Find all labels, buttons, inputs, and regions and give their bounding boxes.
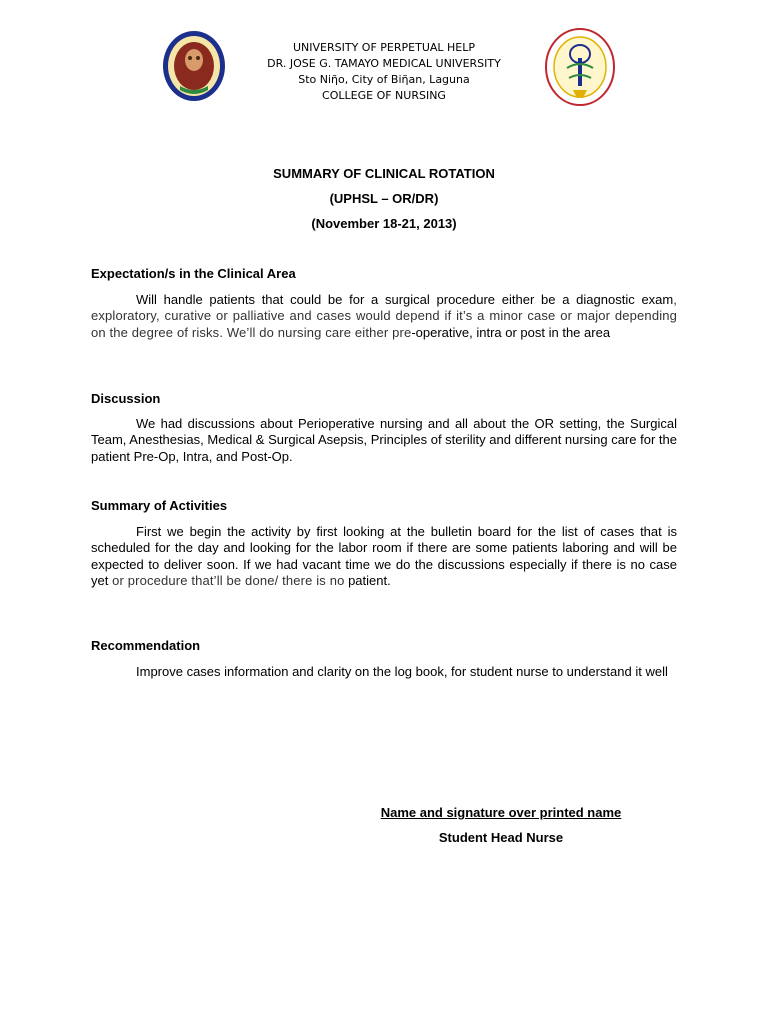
discussion-paragraph	[91, 416, 677, 465]
activities-text-b: or procedure that’ll be done/ there is no	[108, 572, 345, 588]
document-title-block	[90, 166, 678, 241]
recommendation-paragraph	[91, 664, 677, 680]
letterhead-college: COLLEGE OF NURSING	[322, 89, 446, 102]
letterhead-medical-university: DR. JOSE G. TAMAYO MEDICAL UNIVERSITY	[267, 57, 501, 70]
letterhead	[240, 40, 528, 104]
discussion-heading: Discussion	[91, 391, 161, 406]
activities-text-c: patient.	[344, 572, 391, 588]
activities-heading: Summary of Activities	[91, 498, 228, 513]
signature-line-label: Name and signature over printed name	[380, 805, 622, 820]
signature-role: Student Head Nurse	[438, 830, 564, 845]
recommendation-heading: Recommendation	[91, 638, 201, 653]
discussion-text: We had discussions about Perioperative nursing and all about the OR setting, the Surgical Team, Anesthesias, Medical & Surgical Asepsis, Principles of sterility and different nursing care for the patient Pre-Op, Intra, and Post-Op.	[91, 416, 677, 464]
expectations-text-b: , exploratory, curative or palliative and cases would depend if it’s a minor case or major depending on the degree of risks. We’ll do nursing care either pre	[91, 292, 677, 340]
letterhead-university: UNIVERSITY OF PERPETUAL HELP	[293, 41, 475, 54]
medical-university-seal-icon	[545, 28, 615, 106]
activities-text-a: First we begin the activity by first looking at the bulletin board for the list of cases that is scheduled for the day and looking for the labor room if there are some patients laboring and will be expected to deliver soon. If we had vacant time we do the discussions especially if there is no case yet	[91, 524, 677, 588]
letterhead-address: Sto Niῆo, City of Biῆan, Laguna	[298, 73, 470, 86]
document-area: (UPHSL – OR/DR)	[329, 191, 439, 206]
expectations-text-a: Will handle patients that could be for a surgical procedure either be a diagnostic exam	[136, 292, 674, 307]
university-seal-icon	[162, 30, 226, 102]
document-title: SUMMARY OF CLINICAL ROTATION	[273, 166, 495, 181]
document-dates: (November 18-21, 2013)	[311, 216, 457, 231]
expectations-heading: Expectation/s in the Clinical Area	[91, 266, 296, 281]
expectations-paragraph	[91, 292, 677, 341]
activities-paragraph	[91, 524, 677, 589]
expectations-text-c: -operative, intra or post in the area	[411, 324, 611, 340]
recommendation-text: Improve cases information and clarity on the log book, for student nurse to understand it well	[136, 664, 668, 679]
